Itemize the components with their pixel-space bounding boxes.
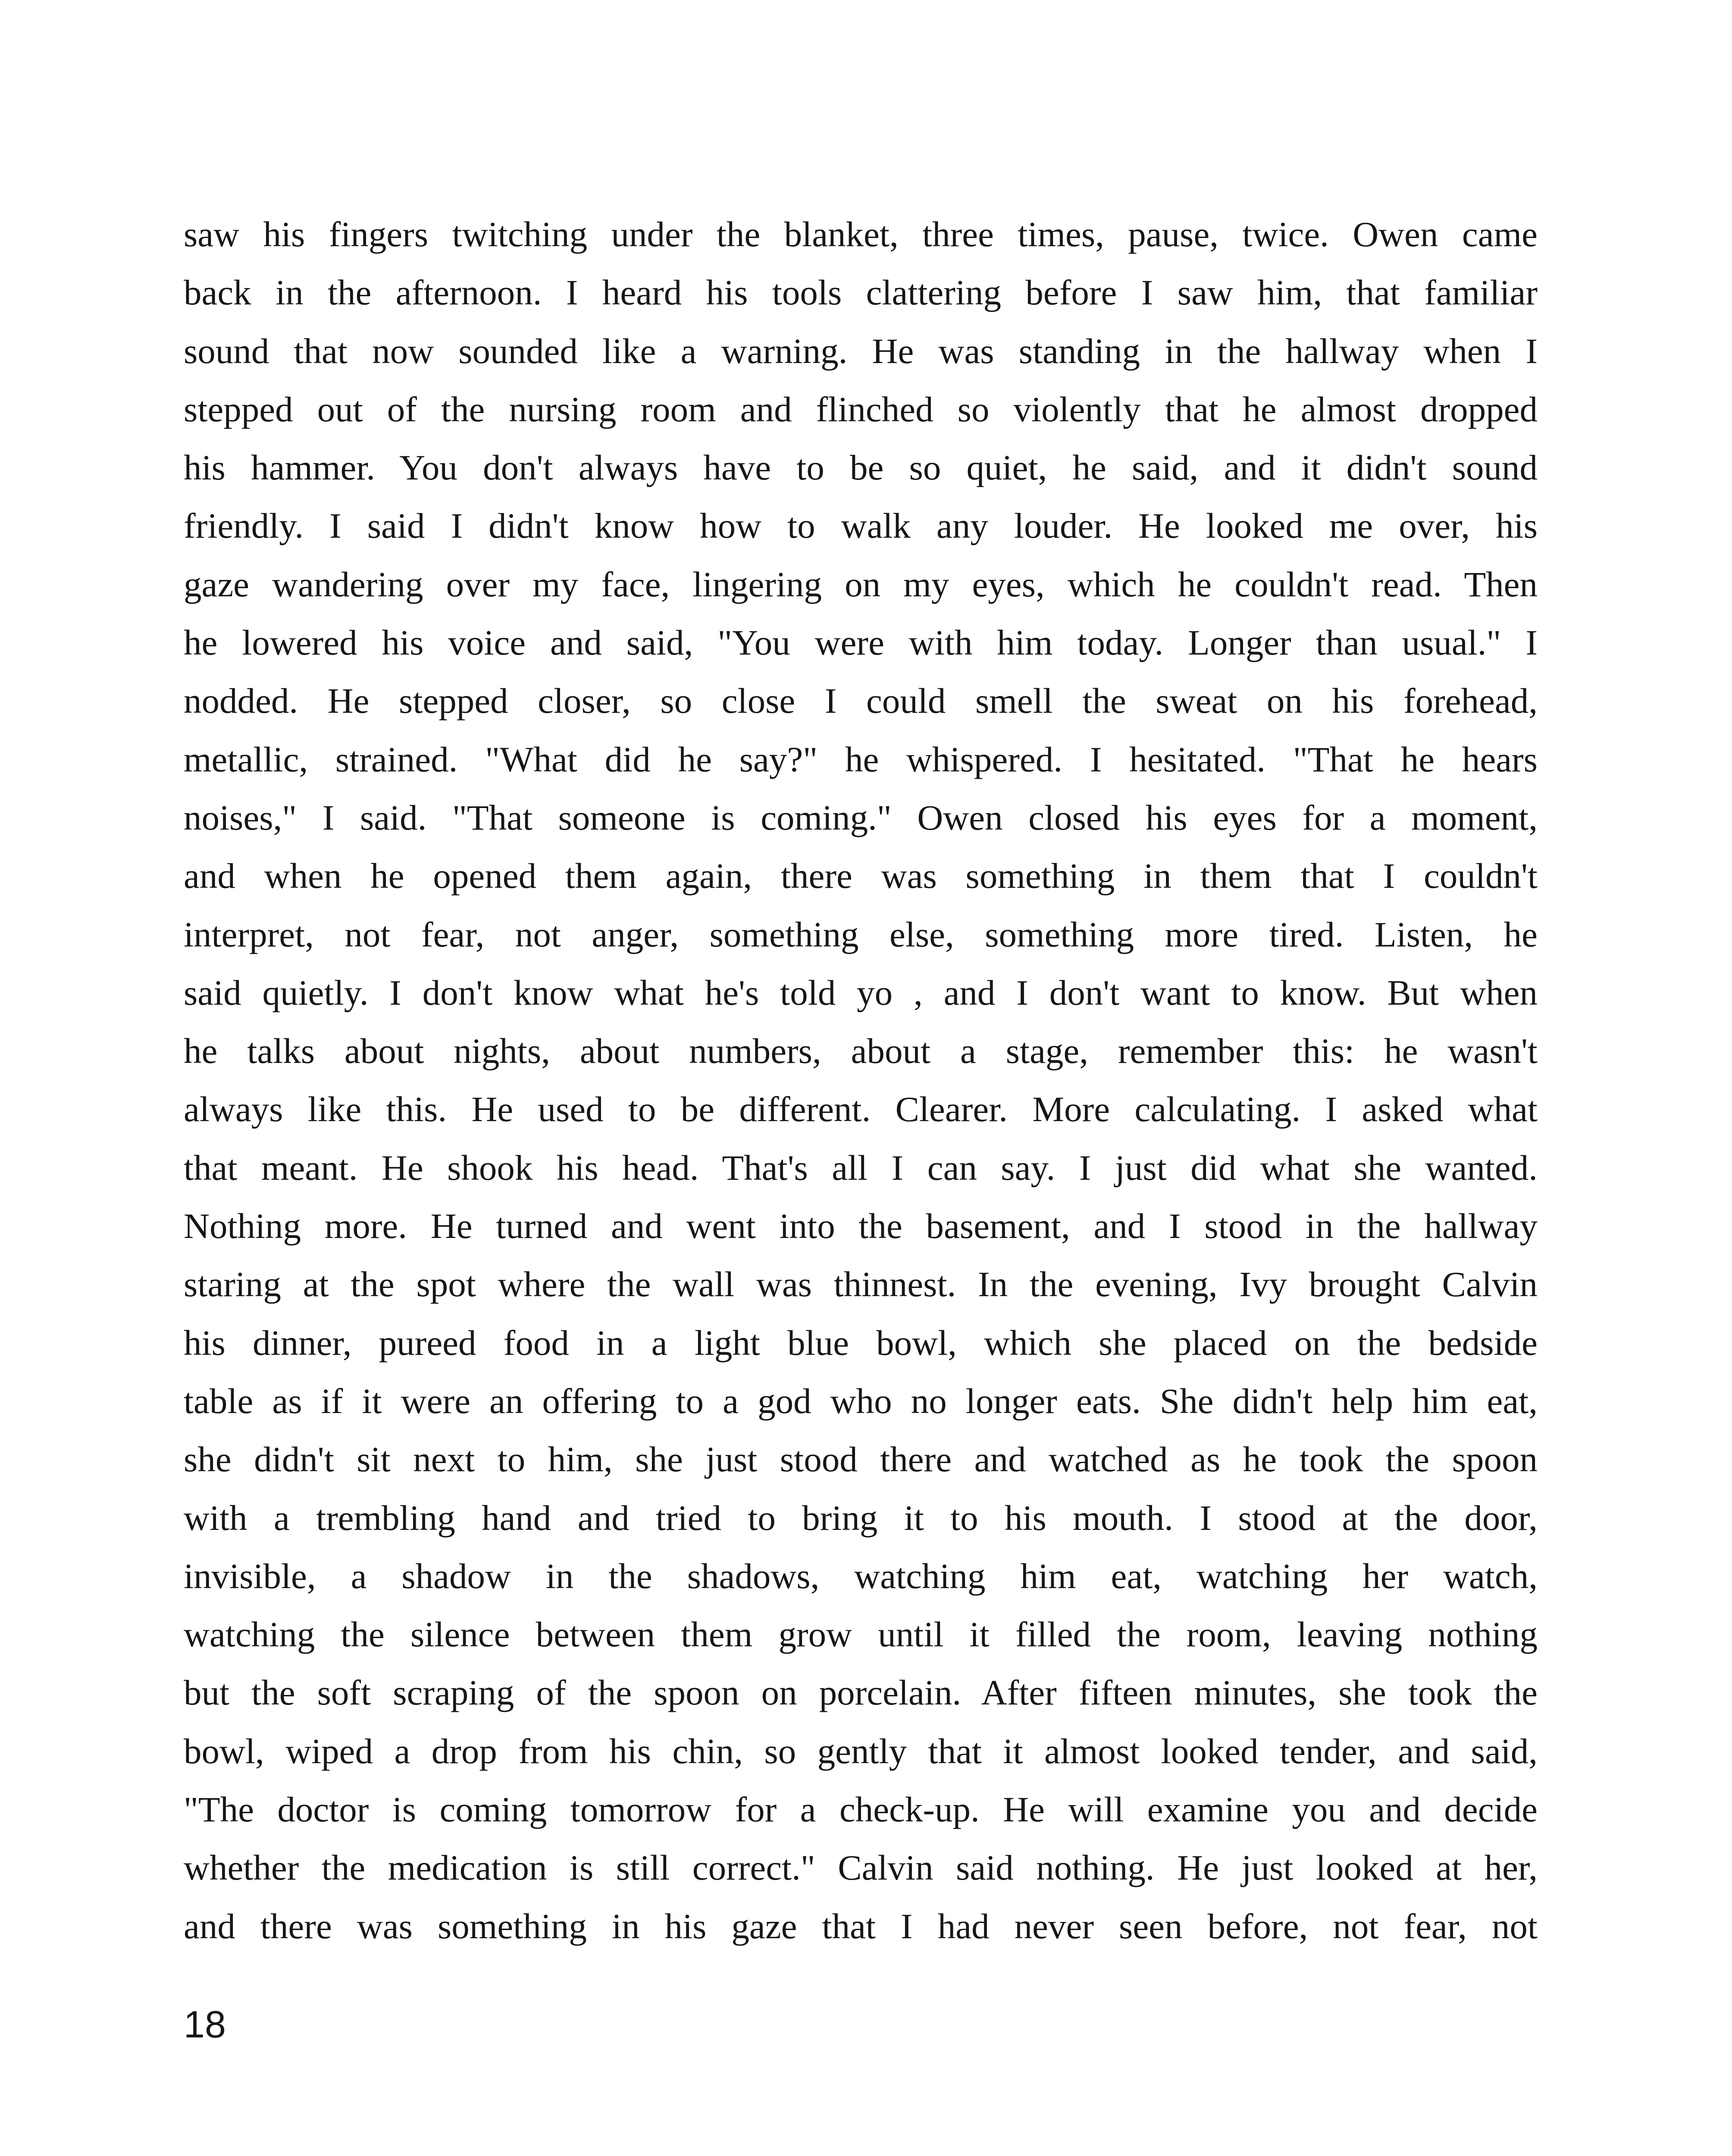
text-line: staring at the spot where the wall was thinnest. In the evening, Ivy brought Calvin xyxy=(184,1264,1538,1304)
text-line: sound that now sounded like a warning. He was standing in the hallway when I xyxy=(184,331,1538,371)
text-line: bowl, wiped a drop from his chin, so gently that it almost looked tender, and said, xyxy=(184,1731,1538,1771)
text-line: always like this. He used to be different. Clearer. More calculating. I asked what xyxy=(184,1089,1538,1129)
text-line: saw his fingers twitching under the blanket, three times, pause, twice. Owen came xyxy=(184,214,1538,254)
text-line: stepped out of the nursing room and flinched so violently that he almost dropped xyxy=(184,389,1538,429)
text-line: that meant. He shook his head. That's all I can say. I just did what she wanted. xyxy=(184,1147,1538,1188)
text-line: and there was something in his gaze that I had never seen before, not fear, not xyxy=(184,1906,1538,1946)
text-line: watching the silence between them grow until it filled the room, leaving nothing xyxy=(184,1614,1538,1655)
text-line: table as if it were an offering to a god who no longer eats. She didn't help him eat, xyxy=(184,1381,1538,1421)
text-line: Nothing more. He turned and went into the basement, and I stood in the hallway xyxy=(184,1206,1538,1246)
text-line: she didn't sit next to him, she just stood there and watched as he took the spoon xyxy=(184,1439,1538,1479)
text-line: "The doctor is coming tomorrow for a check-up. He will examine you and decide xyxy=(184,1789,1538,1830)
text-line: metallic, strained. "What did he say?" he whispered. I hesitated. "That he hears xyxy=(184,739,1538,779)
text-line: but the soft scraping of the spoon on porcelain. After fifteen minutes, she took the xyxy=(184,1673,1538,1713)
text-line: he talks about nights, about numbers, about a stage, remember this: he wasn't xyxy=(184,1031,1538,1071)
text-line: said quietly. I don't know what he's told yo , and I don't want to know. But when xyxy=(184,972,1538,1012)
text-line: his hammer. You don't always have to be so quiet, he said, and it didn't sound xyxy=(184,448,1538,488)
text-line: back in the afternoon. I heard his tools clattering before I saw him, that familiar xyxy=(184,273,1538,313)
text-line: nodded. He stepped closer, so close I could smell the sweat on his forehead, xyxy=(184,681,1538,721)
body-text xyxy=(184,205,1538,1955)
text-line: and when he opened them again, there was something in them that I couldn't xyxy=(184,856,1538,896)
page-number: 18 xyxy=(184,2003,226,2046)
text-line: noises," I said. "That someone is coming." Owen closed his eyes for a moment, xyxy=(184,797,1538,837)
text-line: invisible, a shadow in the shadows, watching him eat, watching her watch, xyxy=(184,1556,1538,1596)
text-line: his dinner, pureed food in a light blue bowl, which she placed on the bedside xyxy=(184,1322,1538,1363)
text-line: with a trembling hand and tried to bring it to his mouth. I stood at the door, xyxy=(184,1498,1538,1538)
text-line: interpret, not fear, not anger, something else, something more tired. Listen, he xyxy=(184,914,1538,954)
text-line: whether the medication is still correct." Calvin said nothing. He just looked at her, xyxy=(184,1848,1538,1888)
text-line: gaze wandering over my face, lingering on my eyes, which he couldn't read. Then xyxy=(184,564,1538,604)
text-line: friendly. I said I didn't know how to walk any louder. He looked me over, his xyxy=(184,506,1538,546)
text-line: he lowered his voice and said, "You were with him today. Longer than usual." I xyxy=(184,623,1538,663)
